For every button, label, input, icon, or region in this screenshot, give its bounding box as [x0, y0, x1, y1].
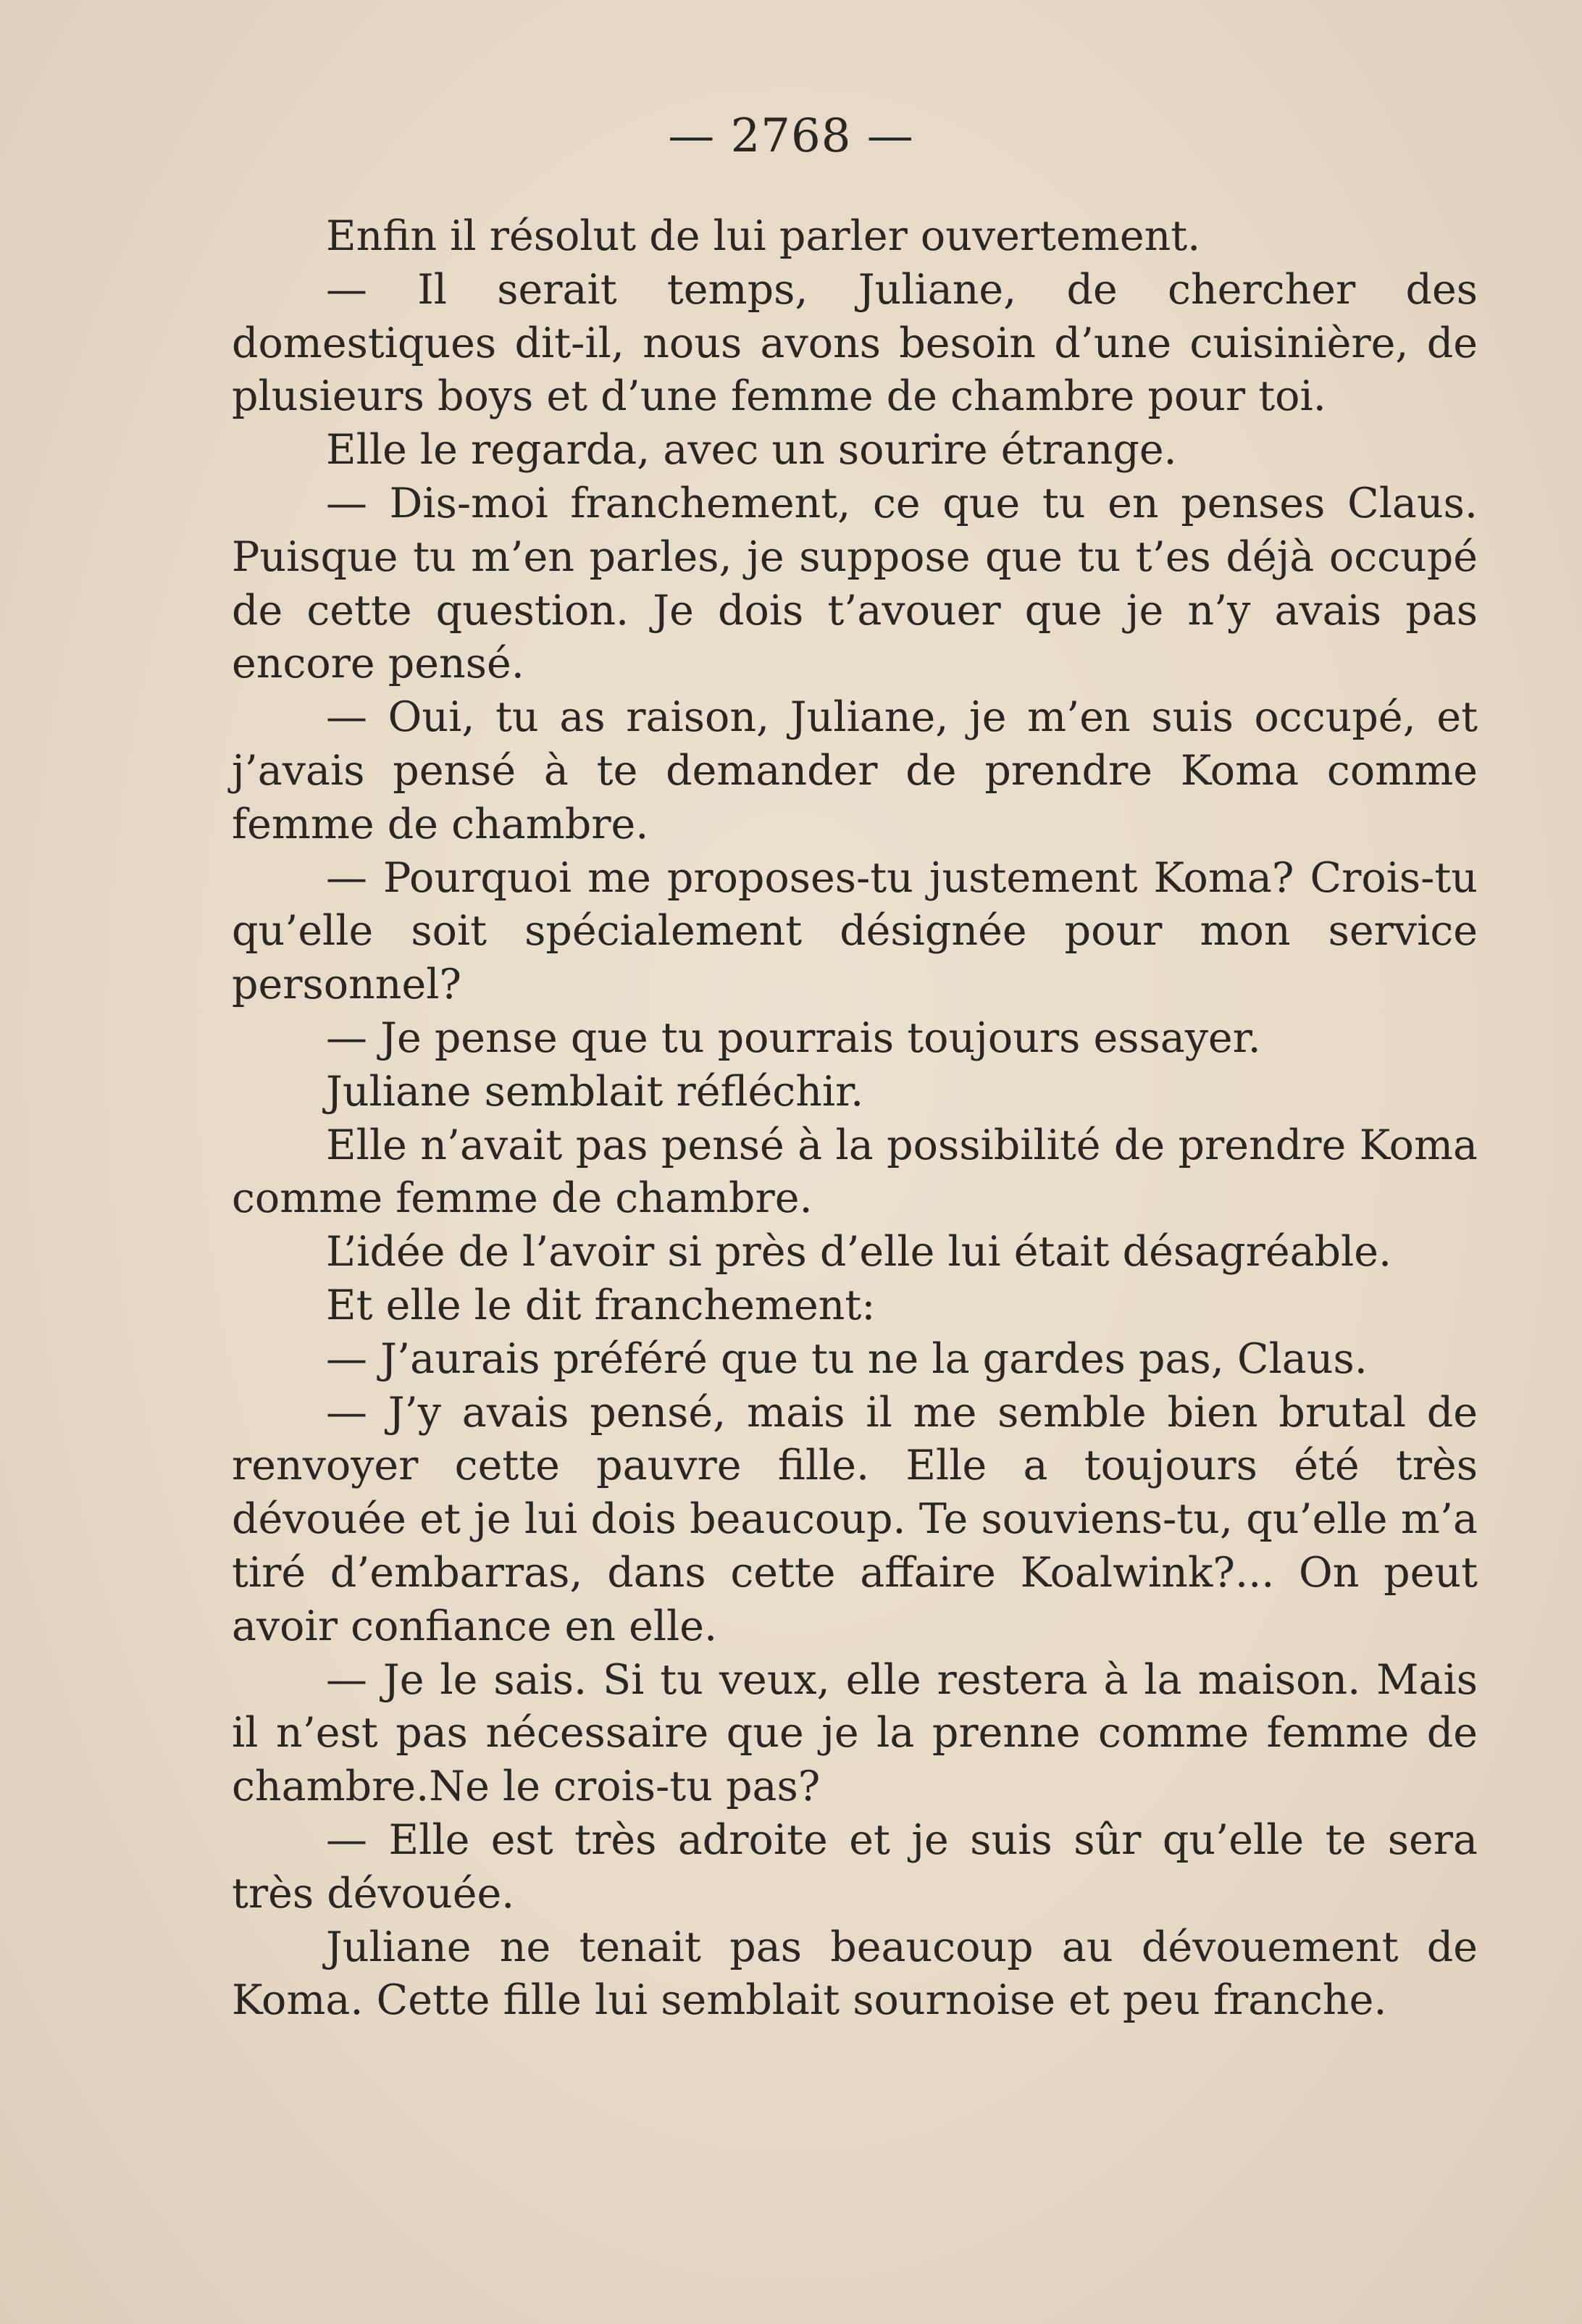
paragraph: — Il serait temps, Juliane, de chercher des domestiques dit-il, nous avons besoin d’une cuisinière, de plusieurs boys et d’une femme de chambre pour toi.: [232, 265, 1478, 421]
paragraph: — Elle est très adroite et je suis sûr qu’elle te sera très dévouée.: [232, 1815, 1478, 1918]
paragraph: — Dis-moi franchement, ce que tu en penses Claus. Puisque tu m’en parles, je suppose que tu t’es déjà occupé de cette question. Je dois t’avouer que je n’y avais pas encore pensé.: [232, 479, 1478, 688]
body-text: [232, 210, 1478, 2028]
paragraph: Juliane ne tenait pas beaucoup au dévouement de Koma. Cette fille lui semblait sournoise et peu franche.: [232, 1923, 1478, 2025]
paragraph: — J’aurais préféré que tu ne la gardes pas, Claus.: [326, 1334, 1368, 1383]
paragraph: Juliane semblait réfléchir.: [326, 1067, 864, 1116]
paragraph: Enfin il résolut de lui parler ouvertement.: [326, 212, 1201, 260]
paragraph: — Oui, tu as raison, Juliane, je m’en suis occupé, et j’avais pensé à te demander de prendre Koma comme femme de chambre.: [232, 693, 1478, 848]
paragraph: — J’y avais pensé, mais il me semble bien brutal de renvoyer cette pauvre fille. Elle a toujours été très dévouée et je lui dois beaucoup. Te souviens-tu, qu’elle m’a tiré d’embarras, dans cette affaire Koalwink?... On peut avoir confiance en elle.: [232, 1388, 1478, 1650]
paragraph: L’idée de l’avoir si près d’elle lui était désagréable.: [326, 1228, 1392, 1276]
paragraph: — Je pense que tu pourrais toujours essayer.: [326, 1013, 1261, 1062]
paragraph: — Pourquoi me proposes-tu justement Koma? Crois-tu qu’elle soit spécialement désignée pour mon service personnel?: [232, 853, 1478, 1009]
paragraph: Elle le regarda, avec un sourire étrange.: [326, 426, 1177, 475]
paragraph: — Je le sais. Si tu veux, elle restera à la maison. Mais il n’est pas nécessaire que je la prenne comme femme de chambre.Ne le crois-tu pas?: [232, 1655, 1478, 1811]
page-number: — 2768 —: [668, 109, 914, 163]
paragraph: Elle n’avait pas pensé à la possibilité de prendre Koma comme femme de chambre.: [232, 1121, 1478, 1223]
paragraph: Et elle le dit franchement:: [326, 1281, 876, 1329]
